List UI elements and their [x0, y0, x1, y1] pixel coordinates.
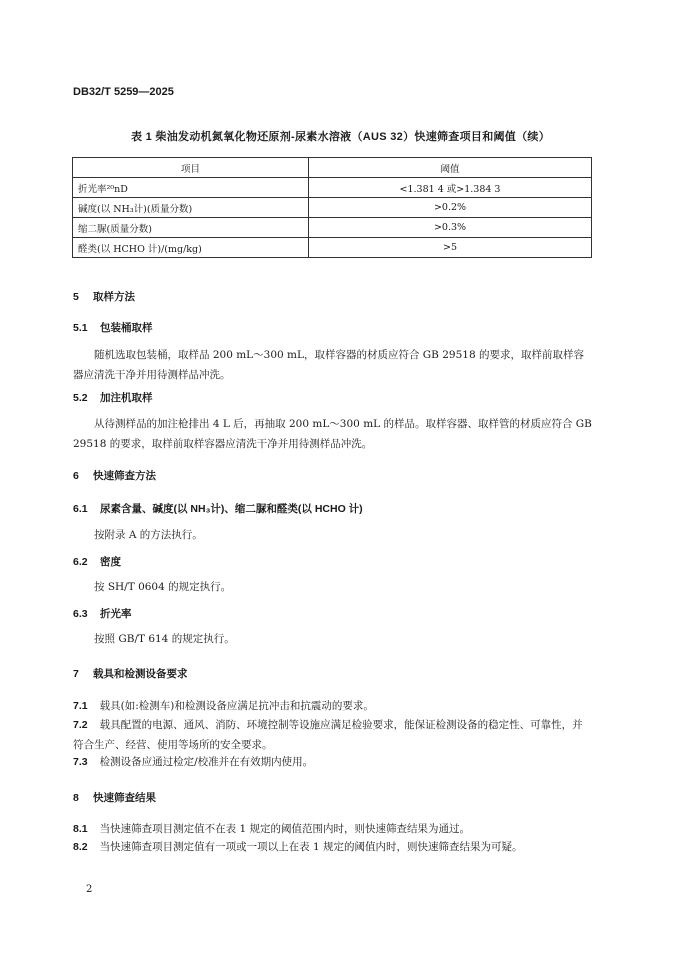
section-number: 5 [73, 291, 79, 303]
subsection-number: 6.1 [73, 503, 88, 515]
clause-number: 7.2 [73, 719, 88, 731]
paragraph-6-1: 按附录 A 的方法执行。 [94, 529, 203, 541]
section-title: 取样方法 [93, 291, 135, 303]
row-item: 醛类(以 HCHO 计)/(mg/kg) [73, 238, 309, 258]
section-number: 8 [73, 792, 79, 804]
table-row [73, 238, 592, 258]
row-item: 缩二脲(质量分数) [73, 218, 309, 238]
section-number: 7 [73, 668, 79, 680]
threshold-table [72, 157, 592, 258]
clause-text: 载具(如:检测车)和检测设备应满足抗冲击和抗震动的要求。 [99, 700, 374, 712]
clause-7-2 [73, 715, 593, 755]
row-item: 折光率²⁰nD [73, 178, 309, 198]
paragraph-5-2: 从待测样品的加注枪排出 4 L 后，再抽取 200 mL～300 mL 的样品。取样容器、取样管的材质应符合 GB 29518 的要求，取样前取样容器应清洗干净并用待测样品冲洗。 [73, 418, 592, 450]
subsection-title: 尿素含量、碱度(以 NH₃计)、缩二脲和醛类(以 HCHO 计) [100, 503, 363, 515]
row-item: 碱度(以 NH₃计)(质量分数) [73, 198, 309, 218]
section-6-heading [73, 468, 156, 483]
subsection-6-2-heading [73, 554, 121, 569]
clause-number: 7.1 [73, 700, 88, 712]
col-header-threshold: 阈值 [309, 158, 592, 178]
section-5-heading [73, 289, 135, 304]
clause-7-1 [73, 696, 593, 716]
subsection-title: 密度 [100, 556, 121, 568]
standard-code-header: DB32/T 5259—2025 [73, 86, 174, 98]
clause-text: 载具配置的电源、通风、消防、环境控制等设施应满足检验要求，能保证检测设备的稳定性、可靠性，并符合生产、经营、使用等场所的安全要求。 [73, 719, 583, 751]
table-row [73, 178, 592, 198]
table-header-row [73, 158, 592, 178]
section-title: 快速筛查结果 [93, 792, 156, 804]
paragraph-5-1: 随机选取包装桶，取样品 200 mL～300 mL，取样容器的材质应符合 GB 29518 的要求，取样前取样容器应清洗干净并用待测样品冲洗。 [73, 349, 584, 381]
subsection-title: 加注机取样 [100, 392, 153, 404]
clause-8-2 [73, 837, 593, 857]
subsection-number: 5.2 [73, 392, 88, 404]
subsection-5-1-heading [73, 320, 153, 335]
clause-number: 7.3 [73, 756, 88, 768]
row-value: >0.2% [309, 198, 592, 218]
section-7-heading [73, 666, 188, 681]
col-header-item: 项目 [73, 158, 309, 178]
subsection-title: 折光率 [100, 608, 132, 620]
clause-number: 8.2 [73, 841, 88, 853]
subsection-6-1-heading [73, 501, 363, 516]
clause-text: 当快速筛查项目测定值不在表 1 规定的阈值范围内时，则快速筛查结果为通过。 [99, 823, 470, 835]
section-title: 快速筛查方法 [93, 470, 156, 482]
clause-text: 检测设备应通过检定/校准并在有效期内使用。 [99, 756, 314, 768]
clause-number: 8.1 [73, 823, 88, 835]
subsection-title: 包装桶取样 [100, 322, 153, 334]
clause-8-1 [73, 819, 593, 839]
table-row [73, 218, 592, 238]
clause-7-3 [73, 752, 593, 772]
table-row [73, 198, 592, 218]
clause-text: 当快速筛查项目测定值有一项或一项以上在表 1 规定的阈值内时，则快速筛查结果为可疑。 [99, 841, 523, 853]
row-value: <1.381 4 或>1.384 3 [309, 178, 592, 198]
subsection-5-2-heading [73, 390, 153, 405]
subsection-number: 5.1 [73, 322, 88, 334]
section-8-heading [73, 790, 156, 805]
section-title: 载具和检测设备要求 [93, 668, 188, 680]
page-number: 2 [86, 884, 93, 895]
subsection-6-3-heading [73, 606, 132, 621]
table-caption: 表 1 柴油发动机氮氧化物还原剂-尿素水溶液（AUS 32）快速筛查项目和阈值（续） [130, 131, 550, 143]
subsection-number: 6.2 [73, 556, 88, 568]
row-value: >0.3% [309, 218, 592, 238]
paragraph-6-2: 按 SH/T 0604 的规定执行。 [94, 581, 232, 593]
section-number: 6 [73, 470, 79, 482]
subsection-number: 6.3 [73, 608, 88, 620]
paragraph-6-3: 按照 GB/T 614 的规定执行。 [94, 633, 235, 645]
row-value: >5 [309, 238, 592, 258]
